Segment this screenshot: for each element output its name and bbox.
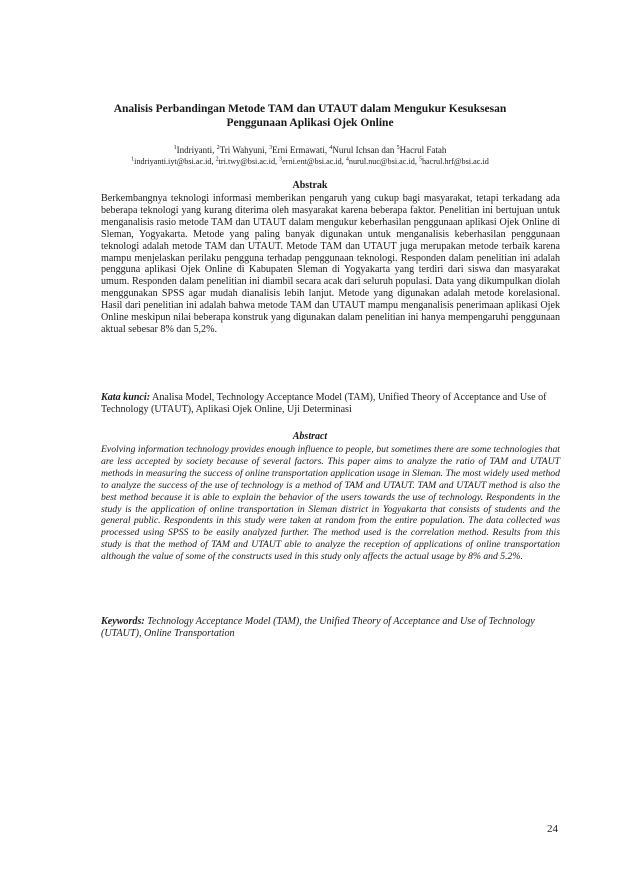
author-name: Hacrul Fatah xyxy=(399,145,447,155)
abstrak-heading: Abstrak xyxy=(292,180,328,191)
author-number: 1 xyxy=(173,145,177,151)
author-number: 2 xyxy=(216,145,220,151)
paper-title-line-1: Analisis Perbandingan Metode TAM dan UTAUT dalam Mengukur Kesuksesan xyxy=(113,103,507,115)
page-number: 24 xyxy=(547,823,558,835)
author-number: 3 xyxy=(269,145,273,151)
author-name: Indriyanti, xyxy=(176,145,217,155)
email-number: 5 xyxy=(418,156,422,163)
kata-kunci-section xyxy=(101,392,560,416)
email-address: hacrul.hrf@bsi.ac.id xyxy=(421,157,489,166)
abstract-heading: Abstract xyxy=(292,431,328,442)
author-name: Erni Ermawati, xyxy=(272,145,330,155)
author-number: 5 xyxy=(396,145,400,151)
email-address: tri.twy@bsi.ac.id, xyxy=(218,157,280,166)
abstract-paragraph: Evolving information technology provides enough influence to people, but sometimes there are some technologies that are less accepted by society because of several factors. This paper aims to analyze the ratio of TAM and UTAUT methods in measuring the success of online transportation application usage in Sleman. The most widely used method to analyze the success of the use of technology is a method of TAM and UTAUT. TAM and UTAUT method is also the best method because it is able to explain the behavior of the users towards the use of technology. Respondents in the study is the application of online transportation in Sleman district in Yogyakarta that consists of students and the general public. Respondents in this study were taken at random from the entire population. The data collected was processed using SPSS to be easily analyzed further. The method used is the correlation method. Results from this study is that the method of TAM and UTAUT able to analyze the reception of applications of online transportation although the value of some of the constructs used in this study only affects the actual usage by 8% and 5.2%. xyxy=(101,444,560,563)
email-number: 2 xyxy=(215,156,219,163)
author-name: Tri Wahyuni, xyxy=(219,145,270,155)
paper-title xyxy=(100,102,520,130)
email-number: 1 xyxy=(131,156,135,163)
paper-title-line-2: Penggunaan Aplikasi Ojek Online xyxy=(226,117,394,129)
author-number: 4 xyxy=(329,145,333,151)
author-list xyxy=(60,144,560,156)
email-address: indriyanti.iyt@bsi.ac.id, xyxy=(134,157,216,166)
keywords-text: Technology Acceptance Model (TAM), the Unified Theory of Acceptance and Use of Technology (UTAUT), Online Transportation xyxy=(101,616,535,639)
author-name: Nurul Ichsan dan xyxy=(332,145,397,155)
email-address: erni.ent@bsi.ac.id, xyxy=(282,157,346,166)
abstrak-paragraph: Berkembangnya teknologi informasi memberikan pengaruh yang cukup bagi masyarakat, tetapi terkadang ada beberapa teknologi yang kurang diterima oleh masyarakat karena beberapa faktor. Penelitian ini bertujuan untuk menganalisis rasio metode TAM dan UTAUT dalam mengukur keberhasilan penggunaan aplikasi Ojek Online di Sleman, Yogyakarta. Metode yang paling banyak digunakan untuk menganalisis keberhasilan penggunaan teknologi adalah metode TAM dan UTAUT. Metode TAM dan UTAUT juga merupakan metode terbaik karena mampu menjelaskan perilaku pengguna terhadap penggunaan teknologi. Responden dalam penelitian ini adalah pengguna aplikasi Ojek Online di Kabupaten Sleman di Yogyakarta yang terdiri dari siswa dan masyarakat umum. Responden dalam penelitian ini diambil secara acak dari seluruh populasi. Data yang dikumpulkan diolah menggunakan SPSS agar mudah dianalisis lebih lanjut. Metode yang digunakan adalah metode korelasional. Hasil dari penelitian ini adalah bahwa metode TAM dan UTAUT mampu menganalisis penerimaan aplikasi Ojek Online meskipun nilai beberapa konstruk yang digunakan dalam penelitian ini hanya mempengaruhi penggunaan aktual sebesar 8% dan 5,2%. xyxy=(101,193,560,335)
email-address: nurul.nuc@bsi.ac.id, xyxy=(348,157,419,166)
keywords-section xyxy=(101,616,560,640)
email-number: 4 xyxy=(345,156,349,163)
keywords-label: Keywords: xyxy=(101,616,145,627)
email-number: 3 xyxy=(279,156,283,163)
kata-kunci-text: Analisa Model, Technology Acceptance Model (TAM), Unified Theory of Acceptance and Use of Technology (UTAUT), Aplikasi Ojek Online, Uji Determinasi xyxy=(101,392,547,415)
kata-kunci-label: Kata kunci: xyxy=(101,392,151,403)
author-emails xyxy=(20,156,600,167)
